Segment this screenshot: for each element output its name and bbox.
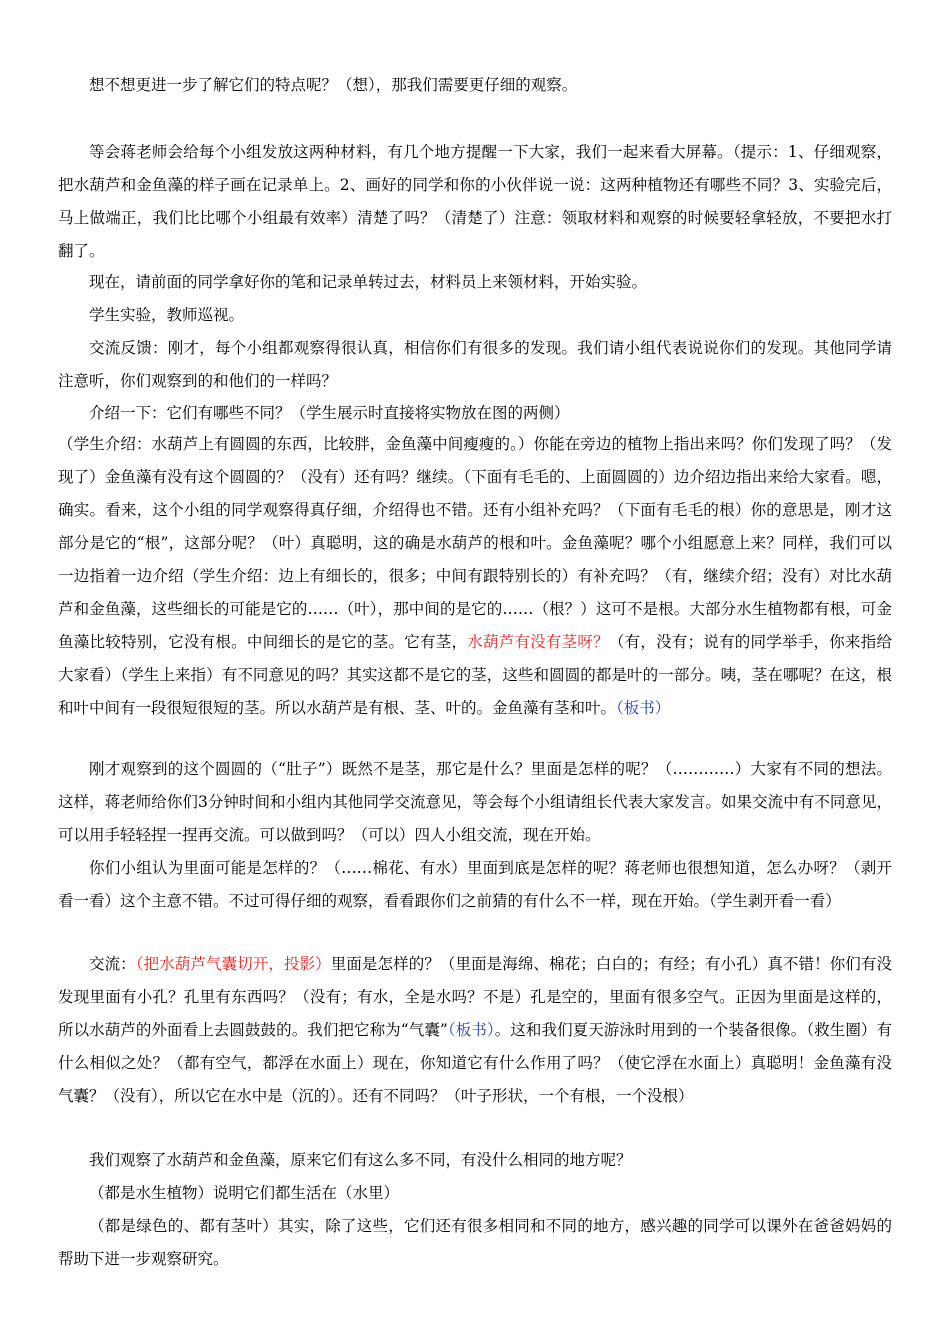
paragraph bbox=[58, 266, 892, 299]
highlight-question: 水葫芦有没有茎呀？ bbox=[467, 633, 609, 651]
text-run: 交流： bbox=[89, 955, 136, 973]
paragraph bbox=[58, 299, 892, 332]
paragraph bbox=[58, 69, 892, 102]
text-run: （学生介绍：水葫芦上有圆圆的东西，比较胖，金鱼藻中间瘦瘦的。）你能在旁边的植物上指出来吗？你们发现了吗？（发现了）金鱼藻有没有这个圆圆的？（没有）还有吗？继续。（下面有毛毛的、上面圆圆的）边介绍边指出来给大家看。嗯，确实。看来，这个小组的同学观察得真仔细，介绍得也不错。还有小组补充吗？（下面有毛毛的根）你的意思是，刚才这部分是它的“根”，这部分呢？（叶）真聪明，这的确是水葫芦的根和叶。金鱼藻呢？哪个小组愿意上来？同样，我们可以一边指着一边介绍（学生介绍：边上有细长的，很多；中间有跟特别长的）有补充吗？（有，继续介绍；没有）对比水葫芦和金鱼藻，这些细长的可能是它的……（叶），那中间的是它的……（根？）这可不是根。大部分水生植物都有根，可金鱼藻比较特别，它没有根。中间细长的是它的茎。它有茎， bbox=[58, 435, 892, 651]
highlight-instruction: （把水葫芦气囊切开，投影） bbox=[135, 955, 331, 973]
text-run: 想不想更进一步了解它们的特点呢？（想），那我们需要更仔细的观察。 bbox=[89, 76, 578, 94]
paragraph bbox=[58, 428, 892, 725]
text-run: 。这和我们夏天游泳时用到的一个装备很像。（救生圈）有什么相似之处？（都有空气，都浮在水面上）现在，你知道它有什么作用了吗？（使它浮在水面上）真聪明！金鱼藻有没气囊？（没有），所以它在水中是（沉的）。还有不同吗？（叶子形状，一个有根，一个没根） bbox=[58, 1021, 892, 1105]
text-run: （有，没有；说有的同学举手，你来指给大家看）（学生上来指）有不同意见的吗？其实这都不是它的茎，这些和圆圆的都是叶的一部分。咦，茎在哪呢？在这，根和叶中间有一段很短很短的茎。所以水葫芦是有根、茎、叶的。金鱼藻有茎和叶。 bbox=[58, 633, 892, 717]
board-note: （板书） bbox=[447, 1021, 495, 1039]
text-run: （都是绿色的、都有茎叶）其实，除了这些，它们还有很多相同和不同的地方，感兴趣的同学可以课外在爸爸妈妈的帮助下进一步观察研究。 bbox=[58, 1217, 892, 1268]
paragraph bbox=[58, 1177, 892, 1210]
paragraph bbox=[58, 136, 892, 268]
paragraph bbox=[58, 753, 892, 852]
paragraph bbox=[58, 332, 892, 398]
paragraph bbox=[58, 852, 892, 918]
text-run: 里面是怎样的？（里面是海绵、棉花；白白的；有经；有小孔）真不错！你们有没发现里面有小孔？孔里有东西吗？（没有；有水，全是水吗？不是）孔是空的，里面有很多空气。正因为里面是这样的，所以水葫芦的外面看上去圆鼓鼓的。我们把它称为“气囊” bbox=[58, 955, 892, 1039]
paragraph bbox=[58, 397, 892, 430]
text-run: （都是水生植物）说明它们都生活在（水里） bbox=[89, 1184, 400, 1202]
text-run: 介绍一下：它们有哪些不同？（学生展示时直接将实物放在图的两侧） bbox=[89, 404, 570, 422]
paragraph bbox=[58, 1210, 892, 1276]
text-run: 你们小组认为里面可能是怎样的？（……棉花、有水）里面到底是怎样的呢？蒋老师也很想知道，怎么办呀？（剥开看一看）这个主意不错。不过可得仔细的观察，看看跟你们之前猜的有什么不一样，现在开始。（学生剥开看一看） bbox=[58, 859, 892, 910]
board-note: （板书） bbox=[616, 699, 671, 717]
text-run: 刚才观察到的这个圆圆的（“肚子”）既然不是茎，那它是什么？里面是怎样的呢？（…………）大家有不同的想法。这样，蒋老师给你们3分钟时间和小组内其他同学交流意见，等会每个小组请组长代表大家发言。如果交流中有不同意见，可以用手轻轻捏一捏再交流。可以做到吗？（可以）四人小组交流，现在开始。 bbox=[58, 760, 892, 844]
text-run: 学生实验，教师巡视。 bbox=[89, 306, 245, 324]
paragraph bbox=[58, 948, 892, 1113]
text-run: 我们观察了水葫芦和金鱼藻，原来它们有这么多不同，有没什么相同的地方呢？ bbox=[89, 1151, 632, 1169]
text-run: 交流反馈：刚才，每个小组都观察得很认真，相信你们有很多的发现。我们请小组代表说说你们的发现。其他同学请注意听，你们观察到的和他们的一样吗？ bbox=[58, 339, 892, 390]
text-run: 等会蒋老师会给每个小组发放这两种材料，有几个地方提醒一下大家，我们一起来看大屏幕。（提示：1、仔细观察，把水葫芦和金鱼藻的样子画在记录单上。2、画好的同学和你的小伙伴说一说：这两种植物还有哪些不同？3、实验完后，马上做端正，我们比比哪个小组最有效率）清楚了吗？（清楚了）注意：领取材料和观察的时候要轻拿轻放，不要把水打翻了。 bbox=[58, 143, 892, 260]
paragraph bbox=[58, 1144, 892, 1177]
text-run: 现在，请前面的同学拿好你的笔和记录单转过去，材料员上来领材料，开始实验。 bbox=[89, 273, 648, 291]
